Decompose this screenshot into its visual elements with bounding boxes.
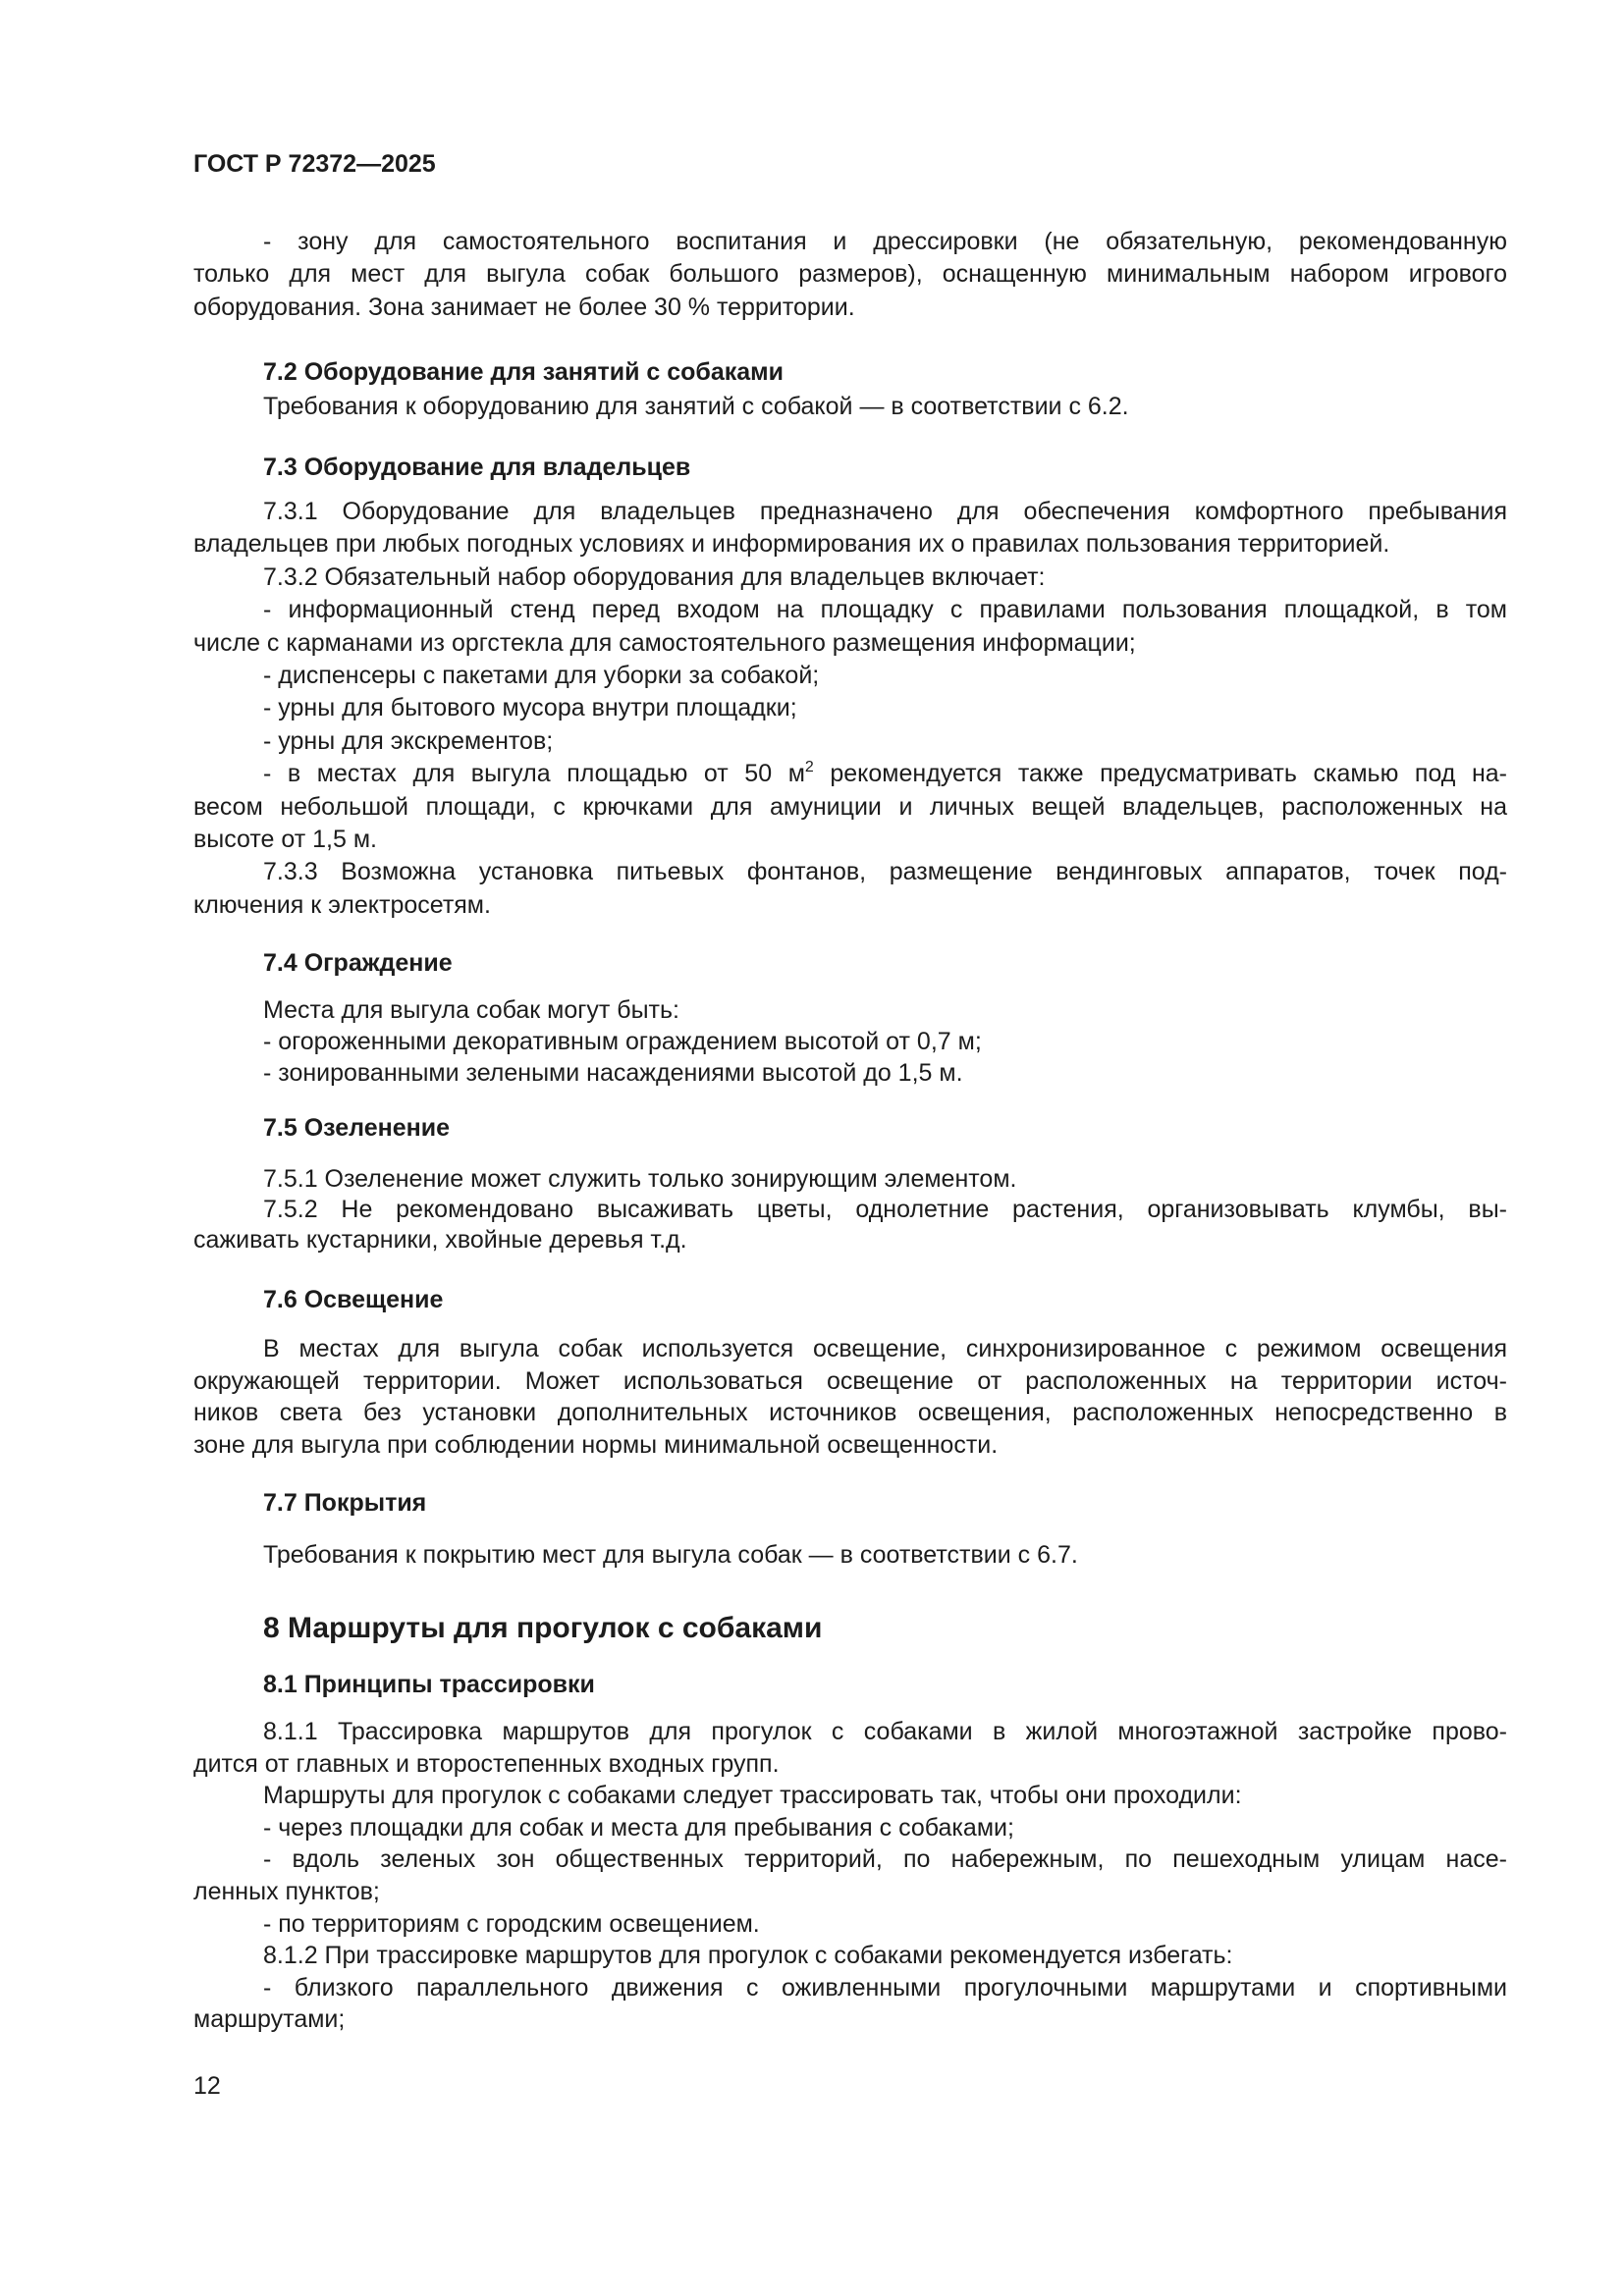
list-item: - по территориям с городским освещением. — [263, 1909, 760, 1938]
text-line: Требования к оборудованию для занятий с собакой — в соответствии с 6.2. — [263, 393, 1129, 420]
list-item: - зонированными зелеными насаждениями высотой до 1,5 м. — [263, 1059, 963, 1087]
text-line: окружающей территории. Может использоваться освещение от расположенных на территории источ- — [193, 1366, 1507, 1395]
chapter-heading: 8 Маршруты для прогулок с собаками — [263, 1612, 823, 1644]
section-heading: 7.7 Покрытия — [263, 1489, 427, 1517]
list-item: - огороженными декоративным ограждением высотой от 0,7 м; — [263, 1028, 982, 1055]
list-item: - через площадки для собак и места для пребывания с собаками; — [263, 1813, 1014, 1842]
text-line: 7.5.2 Не рекомендовано высаживать цветы, однолетние растения, организовывать клумбы, вы- — [263, 1196, 1507, 1223]
section-8-1-body — [193, 1716, 1507, 2036]
text-line: ключения к электросетям. — [193, 890, 491, 919]
text-line: Места для выгула собак могут быть: — [263, 996, 679, 1024]
section-7-5-body — [193, 1164, 1507, 1255]
section-7-6-body — [193, 1333, 1507, 1461]
text-fragment: - в местах для выгула площадью от 50 м — [263, 760, 805, 788]
heading-7-7 — [193, 1487, 1507, 1520]
superscript: 2 — [804, 759, 814, 776]
list-item: - диспенсеры с пакетами для уборки за собакой; — [263, 661, 820, 689]
heading-8 — [193, 1611, 1507, 1646]
text-line: оборудования. Зона занимает не более 30 % территории. — [193, 293, 855, 321]
list-item: - урны для экскрементов; — [263, 726, 554, 755]
list-item-cont: числе с карманами из оргстекла для самостоятельного размещения информации; — [193, 628, 1136, 657]
list-item-cont: маршрутами; — [193, 2005, 346, 2034]
text-line: Требования к покрытию мест для выгула собак — в соответствии с 6.7. — [263, 1541, 1078, 1569]
list-item: - информационный стенд перед входом на площадку с правилами пользования площадкой, в том — [263, 596, 1507, 624]
text-line: 8.1.2 При трассировке маршрутов для прогулок с собаками рекомендуется избегать: — [263, 1942, 1233, 1970]
section-heading: 7.2 Оборудование для занятий с собаками — [263, 358, 785, 386]
text-fragment: рекомендуется также предусматривать скамью под на- — [813, 760, 1507, 788]
heading-7-3 — [193, 452, 1507, 484]
text-line: В местах для выгула собак используется освещение, синхронизированное с режимом освещения — [263, 1335, 1507, 1362]
list-item-cont: весом небольшой площади, с крючками для амуниции и личных вещей владельцев, расположенных на — [193, 792, 1507, 821]
text-line: Маршруты для прогулок с собаками следует трассировать так, чтобы они проходили: — [263, 1782, 1242, 1810]
document-header-id: ГОСТ Р 72372—2025 — [193, 150, 436, 178]
section-heading: 7.4 Ограждение — [263, 949, 453, 977]
paragraph-7-7 — [193, 1539, 1507, 1572]
text-line: 7.5.1 Озеленение может служить только зонирующим элементом. — [263, 1165, 1017, 1193]
section-heading: 8.1 Принципы трассировки — [263, 1671, 595, 1698]
text-line: 7.3.2 Обязательный набор оборудования для владельцев включает: — [263, 562, 1046, 591]
page-number: 12 — [193, 2072, 221, 2100]
section-heading: 7.6 Освещение — [263, 1286, 444, 1313]
list-item-cont: высоте от 1,5 м. — [193, 825, 377, 853]
text-line: только для мест для выгула собак большого размеров), оснащенную минимальным набором игрового — [193, 260, 1507, 289]
heading-7-5 — [193, 1112, 1507, 1145]
paragraph-7-2 — [193, 391, 1507, 423]
list-item-cont: ленных пунктов; — [193, 1877, 380, 1905]
text-line: зоне для выгула при соблюдении нормы минимальной освещенности. — [193, 1430, 999, 1459]
text-line: ников света без установки дополнительных источников освещения, расположенных непосредственно в — [193, 1399, 1507, 1426]
heading-7-6 — [193, 1284, 1507, 1316]
text-line: 8.1.1 Трассировка маршрутов для прогулок с собаками в жилой многоэтажной застройке прово- — [263, 1718, 1507, 1745]
section-heading: 7.5 Озеленение — [263, 1114, 450, 1142]
section-7-3-body — [193, 496, 1507, 922]
heading-7-2 — [193, 356, 1507, 389]
text-line: владельцев при любых погодных условиях и информирования их о правилах пользования территорией. — [193, 530, 1390, 559]
text-line: саживать кустарники, хвойные деревья т.д. — [193, 1226, 687, 1254]
heading-8-1 — [193, 1669, 1507, 1701]
list-item: - близкого параллельного движения с оживленными прогулочными маршрутами и спортивными — [263, 1973, 1507, 2002]
section-7-4-body — [193, 994, 1507, 1089]
text-line: 7.3.3 Возможна установка питьевых фонтанов, размещение вендинговых аппаратов, точек под- — [263, 858, 1507, 886]
text-line: дится от главных и второстепенных входных групп. — [193, 1749, 780, 1778]
section-heading: 7.3 Оборудование для владельцев — [263, 454, 691, 481]
heading-7-4 — [193, 947, 1507, 980]
text-line: 7.3.1 Оборудование для владельцев предназначено для обеспечения комфортного пребывания — [263, 498, 1507, 525]
paragraph-intro — [193, 226, 1507, 324]
list-item: - урны для бытового мусора внутри площадки; — [263, 694, 797, 722]
list-item: - вдоль зеленых зон общественных территорий, по набережным, по пешеходным улицам насе- — [263, 1845, 1507, 1874]
list-item — [193, 758, 1507, 790]
text-line: - зону для самостоятельного воспитания и дрессировки (не обязательную, рекомендованную — [263, 228, 1507, 255]
